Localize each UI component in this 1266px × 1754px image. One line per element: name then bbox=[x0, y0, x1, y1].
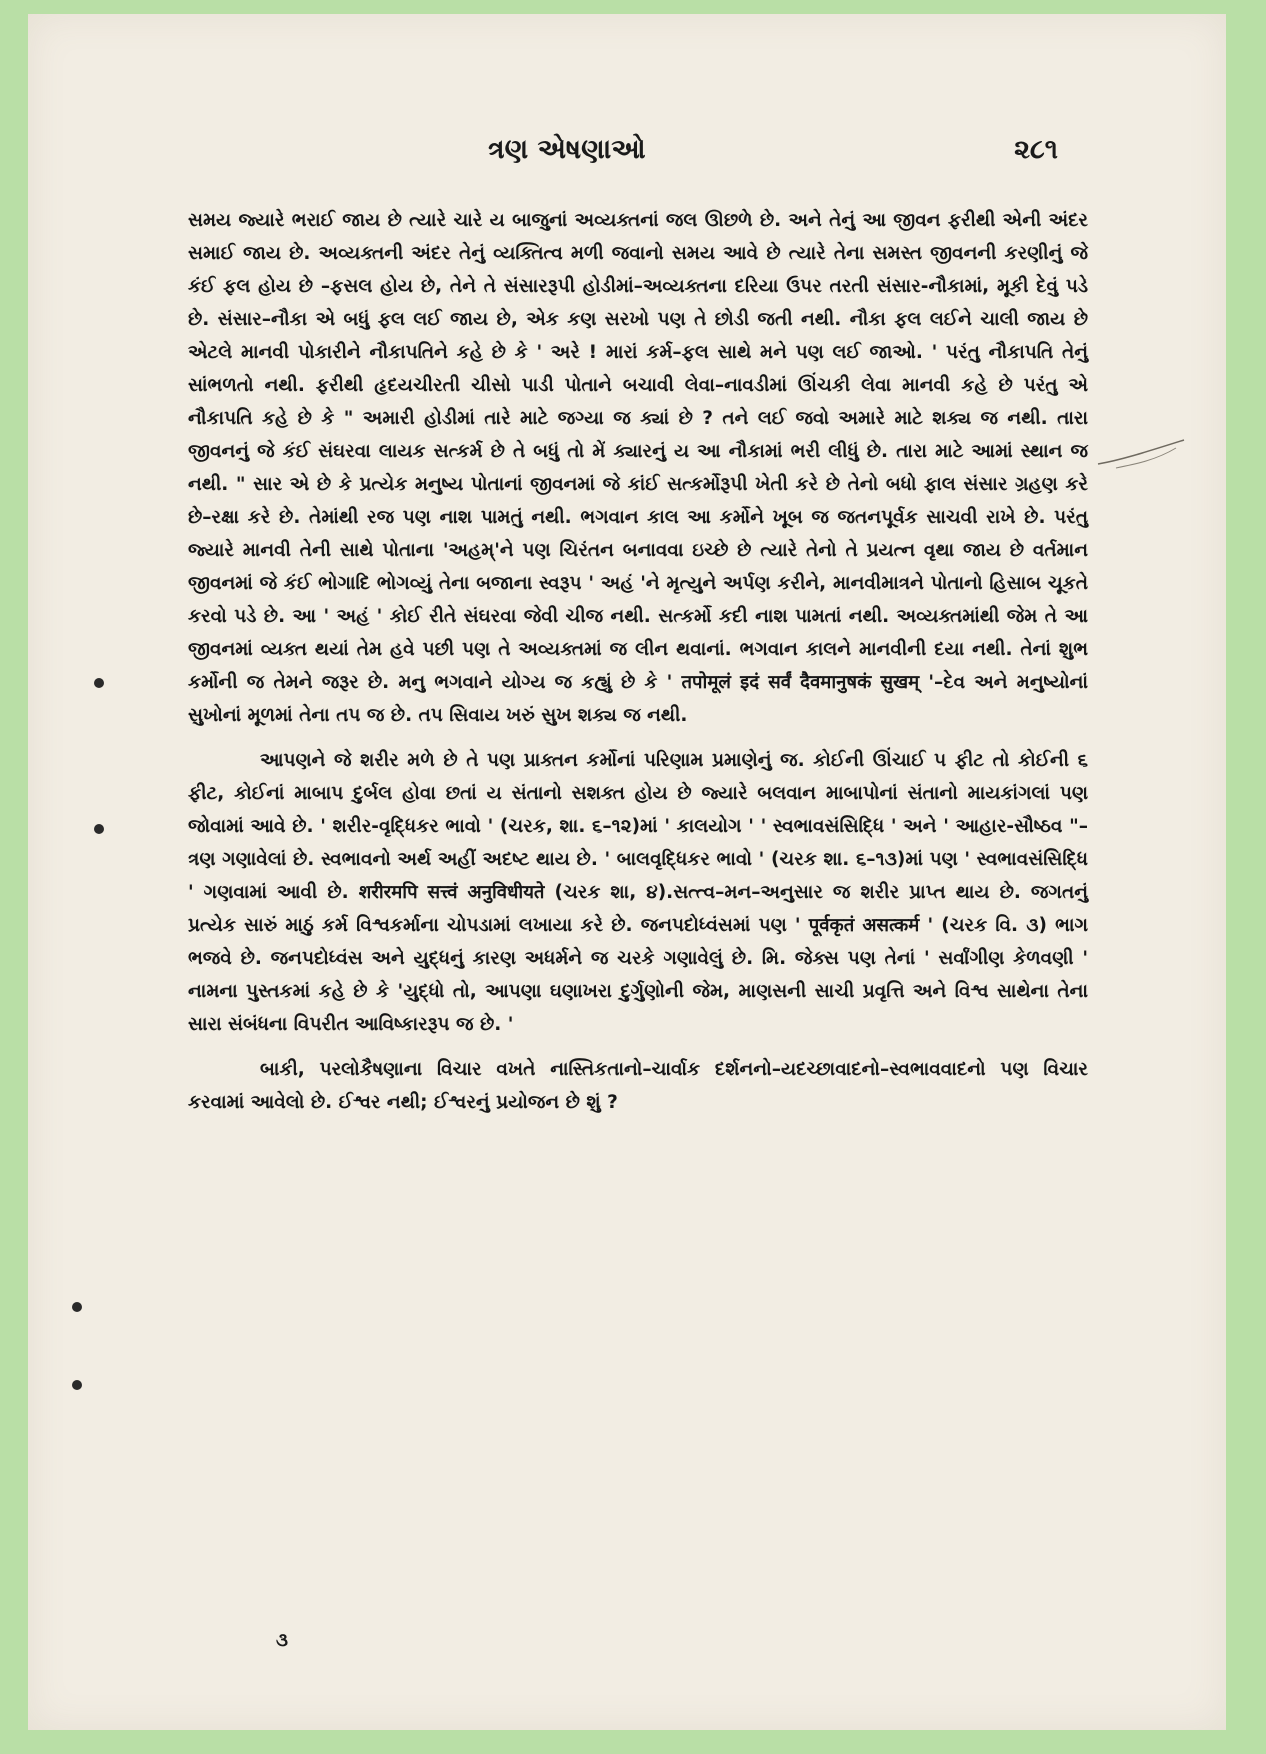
page-header bbox=[28, 134, 1226, 174]
book-page bbox=[28, 14, 1226, 1730]
page-number: ૨૮૧ bbox=[1014, 134, 1058, 165]
paragraph-1: સમય જ્યારે ભરાઈ જાય છે ત્યારે ચારે ય બાજુનાં અવ્યક્તનાં જલ ઊછળે છે. અને તેનું આ જીવન ફરીથી એની અંદર સમાઈ જાય છે. અવ્યક્તની અંદર તેનું વ્યક્તિત્વ મળી જવાનો સમય આવે છે ત્યારે તેના સમસ્ત જીવનની કરણીનું જે કંઈ ફલ હોય છે –ફસલ હોય છે, તેને તે સંસારરૂપી હોડીમાં–અવ્યક્તના દરિયા ઉપર તરતી સંસાર-નૌકામાં, મૂકી દેવું પડે છે. સંસાર–નૌકા એ બધું ફલ લઈ જાય છે, એક કણ સરખો પણ તે છોડી જતી નથી. નૌકા ફલ લઈને ચાલી જાય છે એટલે માનવી પોકારીને નૌકાપતિને કહે છે કે ' અરે ! મારાં કર્મ–ફલ સાથે મને પણ લઈ જાઓ. ' પરંતુ નૌકાપતિ તેનું સાંભળતો નથી. ફરીથી હૃદયચીરતી ચીસો પાડી પોતાને બચાવી લેવા–નાવડીમાં ઊંચકી લેવા માનવી કહે છે પરંતુ એ નૌકાપતિ કહે છે કે " અમારી હોડીમાં તારે માટે જગ્યા જ ક્યાં છે ? તને લઈ જવો અમારે માટે શક્ય જ નથી. તારા જીવનનું જે કંઈ સંઘરવા લાયક સત્કર્મ છે તે બધું તો મેં ક્યારનું ય આ નૌકામાં ભરી લીધું છે. તારા માટે આમાં સ્થાન જ નથી. " સાર એ છે કે પ્રત્યેક મનુષ્ય પોતાનાં જીવનમાં જે કાંઈ સત્કર્મોરૂપી ખેતી કરે છે તેનો બધો ફાલ સંસાર ગ્રહણ કરે છે–રક્ષા કરે છે. તેમાંથી રજ પણ નાશ પામતું નથી. ભગવાન કાલ આ કર્મોને ખૂબ જ જતનપૂર્વક સાચવી રાખે છે. પરંતુ જ્યારે માનવી તેની સાથે પોતાના 'અહમ્'ને પણ ચિરંતન બનાવવા ઇચ્છે છે ત્યારે તેનો તે પ્રયત્ન વૃથા જાય છે વર્તમાન જીવનમાં જે કંઈ ભોગાદિ ભોગવ્યું તેના બજાના સ્વરૂપ ' અહં 'ને મૃત્યુને અર્પણ કરીને, માનવીમાત્રને પોતાનો હિસાબ ચૂકતે કરવો પડે છે. આ ' અહં ' કોઈ રીતે સંઘરવા જેવી ચીજ નથી. સત્કર્મો કદી નાશ પામતાં નથી. અવ્યક્તમાંથી જેમ તે આ જીવનમાં વ્યક્ત થયાં તેમ હવે પછી પણ તે અવ્યક્તમાં જ લીન થવાનાં. ભગવાન કાલને માનવીની દયા નથી. તેનાં શુભ કર્મોની જ તેમને જરૂર છે. મનુ ભગવાને યોગ્ય જ કહ્યું છે કે ' तपोमूलं इदं सर्वं दैवमानुषकं सुखम् '–દેવ અને મનુષ્યોનાં સુખોનાં મૂળમાં તેના તપ જ છે. તપ સિવાય ખરું સુખ શક્ય જ નથી. bbox=[188, 210, 1088, 726]
ink-dot-4 bbox=[72, 1380, 82, 1390]
ink-dot-3 bbox=[72, 1302, 82, 1312]
body-text bbox=[188, 204, 1088, 1131]
paragraph-3: બાકી, પરલોકૈષણાના વિચાર વખતે નાસ્તિકતાનો–ચાર્વાક દર્શનનો–યદચ્છાવાદનો–સ્વભાવવાદનો પણ વિચાર કરવામાં આવેલો છે. ઈશ્વર નથી; ઈશ્વરનું પ્રયોજન છે શું ? bbox=[188, 1059, 1088, 1113]
pencil-mark-icon bbox=[1096, 434, 1186, 474]
signature-mark: ૩ bbox=[276, 1630, 288, 1651]
paragraph-2: આપણને જે શરીર મળે છે તે પણ પ્રાક્તન કર્મોનાં પરિણામ પ્રમાણેનું જ. કોઈની ઊંચાઈ ૫ ફીટ તો કોઈની ૬ ફીટ, કોઈનાં માબાપ દુર્બલ હોવા છતાં ય સંતાનો સશક્ત હોય છે જ્યારે બલવાન માબાપોનાં સંતાનો માયકાંગલાં પણ જોવામાં આવે છે. ' શરીર-વૃદ્ધિકર ભાવો ' (ચરક, શા. ૬–૧૨)માં ' કાલયોગ ' ' સ્વભાવસંસિદ્ધિ ' અને ' આહાર-સૌષ્ઠવ "–ત્રણ ગણાવેલાં છે. સ્વભાવનો અર્થ અહીં અદષ્ટ થાય છે. ' બાલવૃદ્ધિકર ભાવો ' (ચરક શા. ૬–૧૩)માં પણ ' સ્વભાવસંસિદ્ધિ ' ગણવામાં આવી છે. शरीरमपि सत्त्वं अनुविधीयते (ચરક શા, ૪).સત્ત્વ–મન–અનુસાર જ શરીર પ્રાપ્ત થાય છે. જગતનું પ્રત્યેક સારું માઠું કર્મ વિશ્વકર્માના ચોપડામાં લખાયા કરે છે. જનપદોધ્વંસમાં પણ ' पूर्वकृतं असत्कर्म ' (ચરક વિ. ૩) ભાગ ભજવે છે. જનપદોધ્વંસ અને યુદ્ધનું કારણ અધર્મને જ ચરકે ગણાવેલું છે. મિ. જેક્સ પણ તેનાં ' સર્વાંગીણ કેળવણી ' નામના પુસ્તકમાં કહે છે કે 'યુદ્ધો તો, આપણા ઘણાખરા દુર્ગુણોની જેમ, માણસની સાચી પ્રવૃત્તિ અને વિશ્વ સાથેના તેના સારા સંબંધના વિપરીત આવિષ્કારરૂપ જ છે. ' bbox=[188, 750, 1088, 1035]
running-title: ત્રણ એષણાઓ bbox=[488, 134, 646, 165]
ink-dot-2 bbox=[94, 824, 104, 834]
ink-dot-1 bbox=[94, 678, 104, 688]
